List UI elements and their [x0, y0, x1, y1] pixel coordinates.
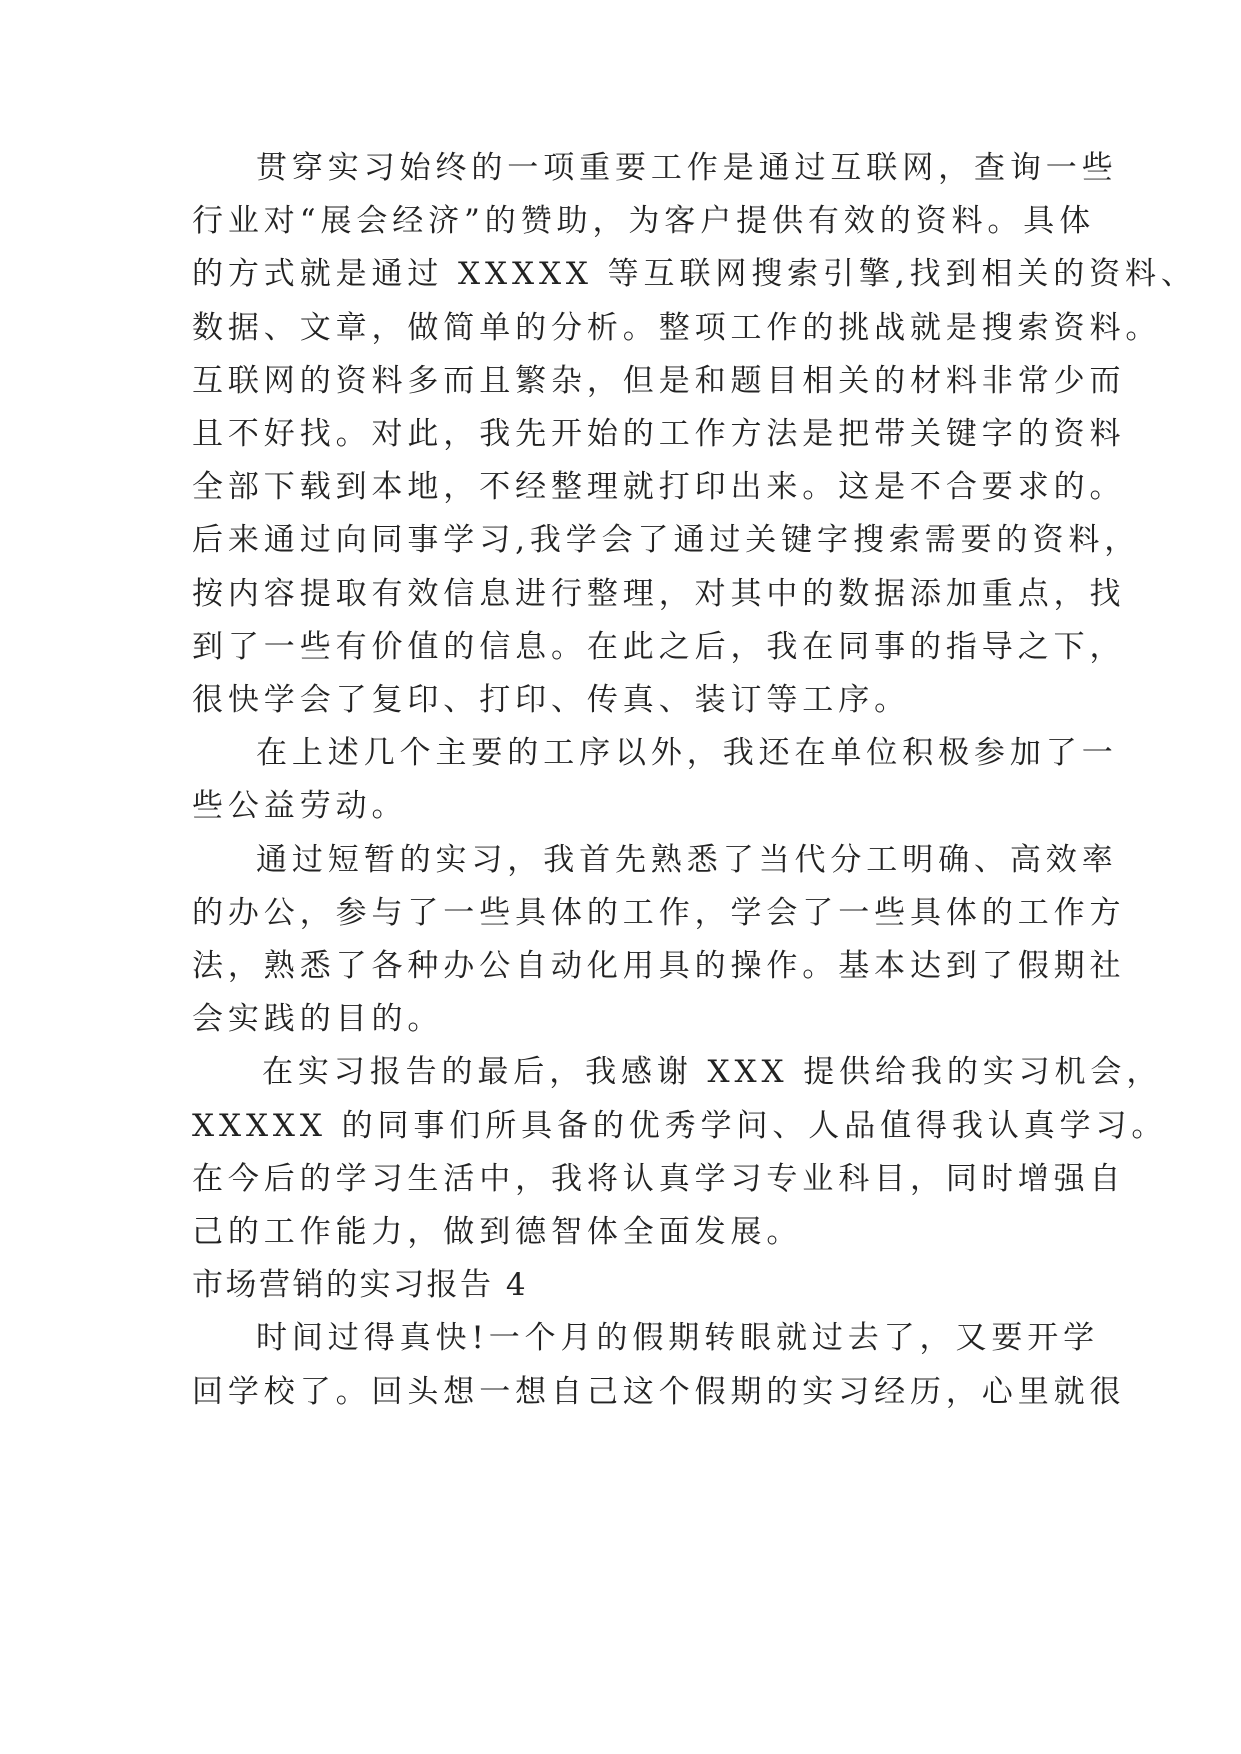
paragraph-3-line-1: 通过短暂的实习，我首先熟悉了当代分工明确、高效率: [256, 842, 1118, 878]
paragraph-1-line-8: 后来通过向同事学习,我学会了通过关键字搜索需要的资料，: [192, 522, 1141, 558]
section-heading: 市场营销的实习报告 4: [192, 1267, 529, 1303]
paragraph-1-line-6: 且不好找。对此，我先开始的工作方法是把带关键字的资料: [192, 416, 1126, 452]
paragraph-5-line-1: 时间过得真快!一个月的假期转眼就过去了，又要开学: [256, 1320, 1100, 1356]
paragraph-1-line-2: 行业对“展会经济”的赞助，为客户提供有效的资料。具体: [192, 203, 1096, 239]
paragraph-3-line-3: 法，熟悉了各种办公自动化用具的操作。基本达到了假期社: [192, 948, 1126, 984]
paragraph-2-line-1: 在上述几个主要的工序以外，我还在单位积极参加了一: [256, 735, 1118, 771]
paragraph-1-line-1: 贯穿实习始终的一项重要工作是通过互联网，查询一些: [256, 150, 1118, 186]
paragraph-5-line-2: 回学校了。回头想一想自己这个假期的实习经历，心里就很: [192, 1374, 1126, 1410]
paragraph-4-line-4: 己的工作能力，做到德智体全面发展。: [192, 1214, 803, 1250]
paragraph-1-line-3: 的方式就是通过 XXXXX 等互联网搜索引擎,找到相关的资料、: [192, 256, 1197, 292]
paragraph-1-line-9: 按内容提取有效信息进行整理，对其中的数据添加重点，找: [192, 576, 1126, 612]
paragraph-1-line-4: 数据、文章，做简单的分析。整项工作的挑战就是搜索资料。: [192, 310, 1162, 346]
paragraph-4-line-3: 在今后的学习生活中，我将认真学习专业科目，同时增强自: [192, 1161, 1126, 1197]
paragraph-3-line-4: 会实践的目的。: [192, 1001, 444, 1037]
paragraph-1-line-11: 很快学会了复印、打印、传真、装订等工序。: [192, 682, 910, 718]
paragraph-1-line-5: 互联网的资料多而且繁杂，但是和题目相关的材料非常少而: [192, 363, 1126, 399]
paragraph-2-line-2: 些公益劳动。: [192, 788, 408, 824]
paragraph-1-line-10: 到了一些有价值的信息。在此之后，我在同事的指导之下，: [192, 629, 1126, 665]
paragraph-4-line-2: XXXXX 的同事们所具备的优秀学问、人品值得我认真学习。: [192, 1108, 1168, 1144]
paragraph-3-line-2: 的办公，参与了一些具体的工作，学会了一些具体的工作方: [192, 895, 1126, 931]
paragraph-1-line-7: 全部下载到本地，不经整理就打印出来。这是不合要求的。: [192, 469, 1126, 505]
paragraph-4-line-1: 在实习报告的最后，我感谢 XXX 提供给我的实习机会，: [262, 1054, 1163, 1090]
